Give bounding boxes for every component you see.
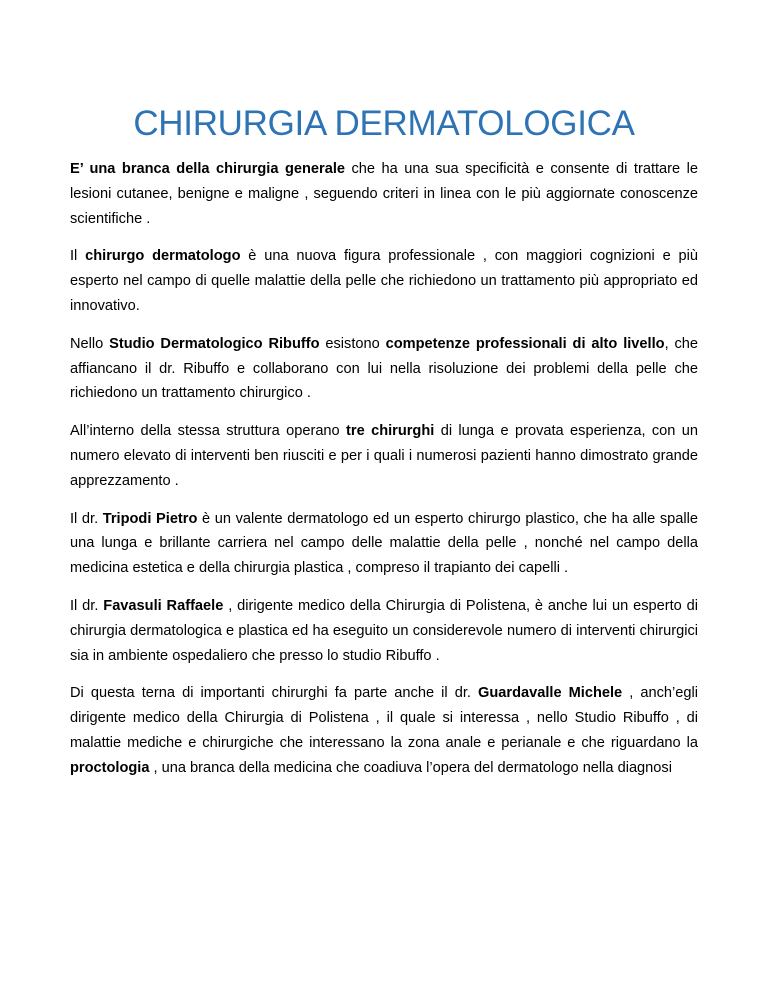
paragraph-3 xyxy=(70,332,698,406)
text-segment: Il xyxy=(70,248,86,265)
document-body xyxy=(70,157,698,794)
bold-text: chirurgo dermatologo xyxy=(85,248,241,265)
text-segment: Il dr. xyxy=(70,597,104,614)
text-segment: Nello xyxy=(70,335,110,352)
paragraph-6 xyxy=(70,594,698,668)
text-segment: , che affiancano il dr. Ribuffo e collaborano con lui nella risoluzione dei problemi della pelle che richiedono un trattamento chirurgico . xyxy=(70,335,699,402)
bold-text: E’ una branca della chirurgia generale xyxy=(70,161,346,177)
bold-text: proctologia xyxy=(70,759,150,776)
text-segment: che ha una sua specificità e consente di trattare le lesioni cutanee, benigne e maligne , seguendo criteri in linea con le più aggiornate conoscenze scientifiche . xyxy=(70,161,699,227)
paragraph-2 xyxy=(70,244,698,318)
bold-text: Tripodi Pietro xyxy=(102,510,198,527)
document-title: CHIRURGIA DERMATOLOGICA xyxy=(133,104,635,143)
text-segment: All’interno della stessa struttura operano xyxy=(70,423,347,440)
text-segment: , dirigente medico della Chirurgia di Polistena, è anche lui un esperto di chirurgia dermatologica e plastica ed ha eseguito un considerevole numero di interventi chirurgici sia in ambiente ospedaliero che presso lo studio Ribuffo . xyxy=(70,597,698,664)
text-segment: Di questa terna di importanti chirurghi fa parte anche il dr. xyxy=(70,685,479,702)
paragraph-7 xyxy=(70,681,698,780)
bold-text: Studio Dermatologico Ribuffo xyxy=(109,335,320,352)
text-segment: , anch’egli dirigente medico della Chirurgia di Polistena , il quale si interessa , nello Studio Ribuffo , di malattie mediche e chirurgiche che interessano la zona anale e perianale e che riguardano la xyxy=(70,685,698,751)
text-segment: , una branca della medicina che coadiuva l’opera del dermatologo nella diagnosi xyxy=(149,759,672,776)
text-segment: Il dr. xyxy=(70,510,103,527)
bold-text: tre chirurghi xyxy=(346,423,435,440)
paragraph-5 xyxy=(70,507,698,581)
text-segment: è una nuova figura professionale , con maggiori cognizioni e più esperto nel campo di quelle malattie della pelle che richiedono un trattamento più appropriato ed innovativo. xyxy=(70,248,698,314)
text-segment: è un valente dermatologo ed un esperto chirurgo plastico, che ha alle spalle una lunga e brillante carriera nel campo delle malattie della pelle , nonché nel campo della medicina estetica e della chirurgia plastica , compreso il trapianto dei capelli . xyxy=(70,510,698,577)
bold-text: Favasuli Raffaele xyxy=(103,597,224,614)
paragraph-4 xyxy=(70,419,698,493)
bold-text: Guardavalle Michele xyxy=(478,685,623,702)
text-segment: esistono xyxy=(319,335,386,352)
paragraph-1 xyxy=(70,157,698,231)
bold-text: competenze professionali di alto livello xyxy=(385,335,665,352)
text-segment: di lunga e provata esperienza, con un numero elevato di interventi ben riusciti e per i quali i numerosi pazienti hanno dimostrato grande apprezzamento . xyxy=(70,423,699,489)
